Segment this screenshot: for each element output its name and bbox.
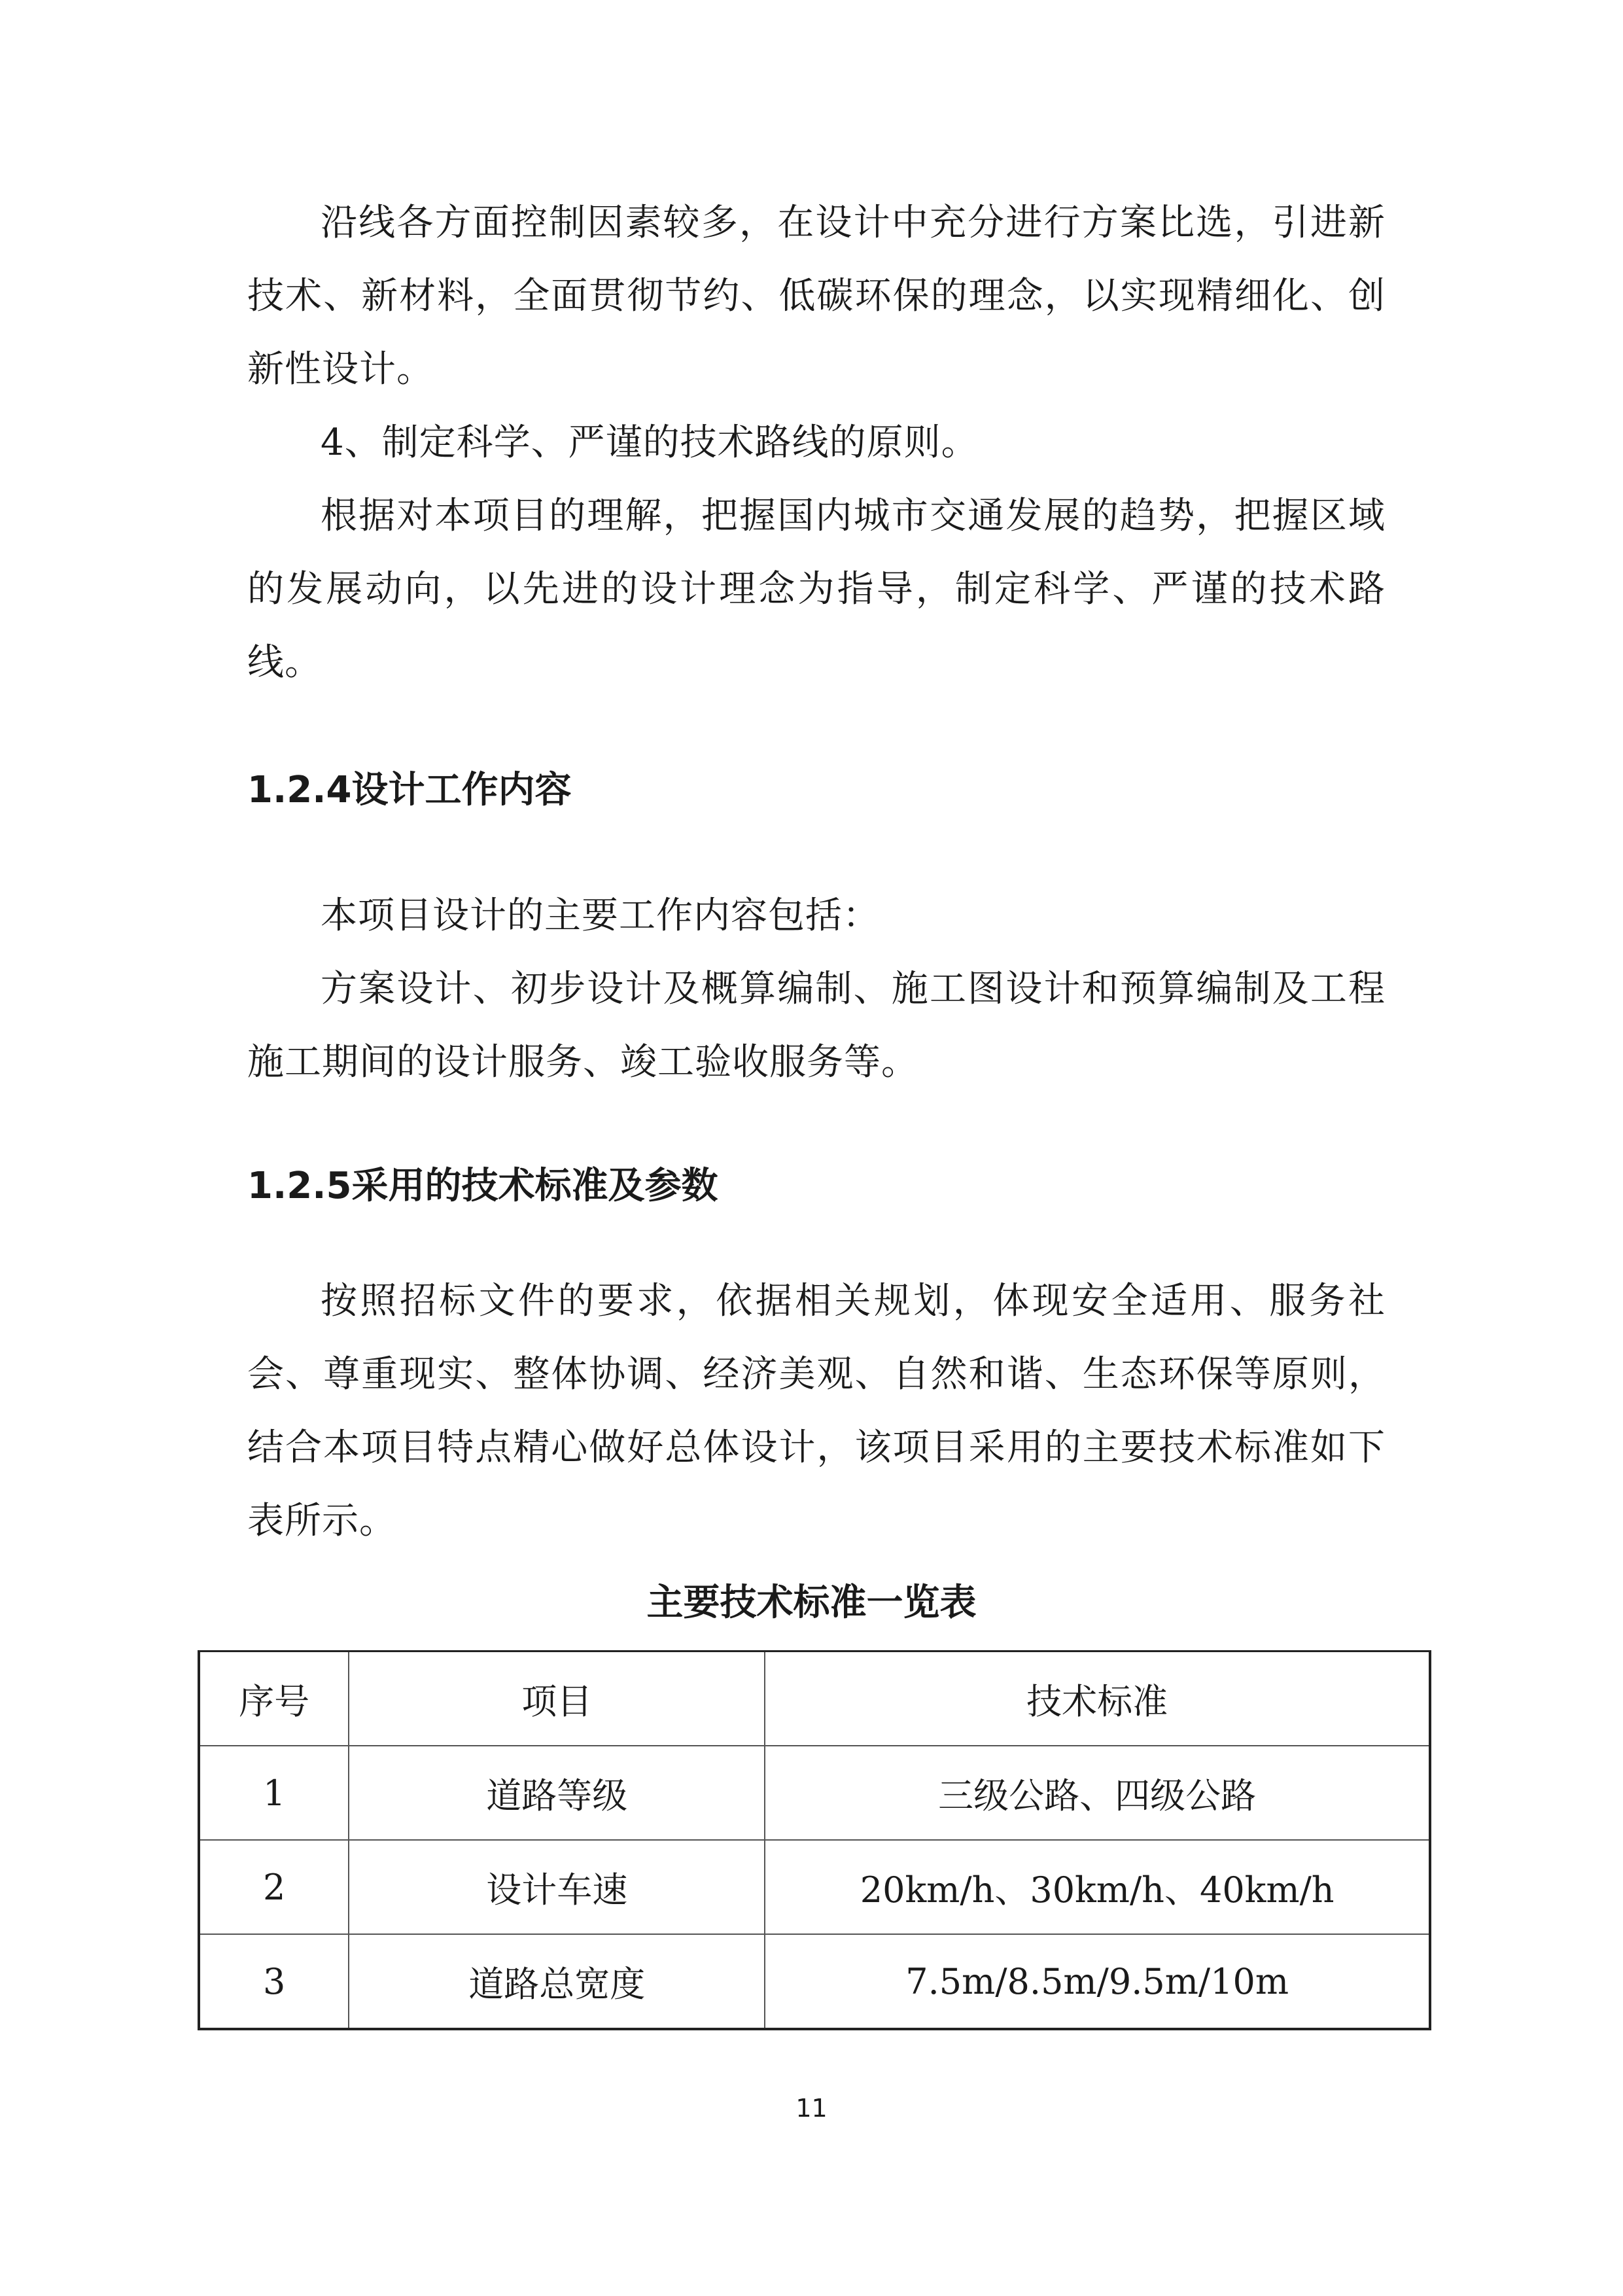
- paragraph-principle-4: 4、制定科学、严谨的技术路线的原则。: [321, 421, 979, 464]
- table-title: 主要技术标准一览表: [646, 1581, 977, 1624]
- technical-standards-table: [198, 1650, 1431, 2030]
- cell-standard: 三级公路、四级公路: [765, 1746, 1430, 1840]
- paragraph-technical-route: 根据对本项目的理解，把握国内城市交通发展的趋势，把握区域的发展动向，以先进的设计理念为指导，制定科学、严谨的技术路线。: [247, 495, 1386, 684]
- paragraph-work-content: 方案设计、初步设计及概算编制、施工图设计和预算编制及工程施工期间的设计服务、竣工验收服务等。: [247, 968, 1386, 1084]
- header-standard: 技术标准: [765, 1651, 1430, 1746]
- cell-standard: 20km/h、30km/h、40km/h: [765, 1840, 1430, 1934]
- section-heading-1-2-5: 1.2.5采用的技术标准及参数: [247, 1165, 718, 1207]
- cell-item: 设计车速: [349, 1840, 765, 1934]
- table-row: [199, 1934, 1430, 2029]
- cell-serial: 3: [199, 1934, 349, 2029]
- header-item: 项目: [349, 1651, 765, 1746]
- cell-standard: 7.5m/8.5m/9.5m/10m: [765, 1934, 1430, 2029]
- section-heading-1-2-4: 1.2.4设计工作内容: [247, 769, 572, 811]
- table-header-row: [199, 1651, 1430, 1746]
- cell-item: 道路总宽度: [349, 1934, 765, 2029]
- header-serial: 序号: [199, 1651, 349, 1746]
- page-number: 11: [795, 2094, 828, 2123]
- paragraph-technical-standards: 按照招标文件的要求，依据相关规划，体现安全适用、服务社会、尊重现实、整体协调、经济美观、自然和谐、生态环保等原则，结合本项目特点精心做好总体设计，该项目采用的主要技术标准如下表所示。: [247, 1280, 1386, 1542]
- cell-serial: 1: [199, 1746, 349, 1840]
- paragraph-work-content-intro: 本项目设计的主要工作内容包括：: [321, 894, 880, 937]
- cell-item: 道路等级: [349, 1746, 765, 1840]
- table-row: [199, 1746, 1430, 1840]
- paragraph-design-principles: 沿线各方面控制因素较多，在设计中充分进行方案比选，引进新技术、新材料，全面贯彻节约、低碳环保的理念，以实现精细化、创新性设计。: [247, 202, 1386, 391]
- cell-serial: 2: [199, 1840, 349, 1934]
- table-row: [199, 1840, 1430, 1934]
